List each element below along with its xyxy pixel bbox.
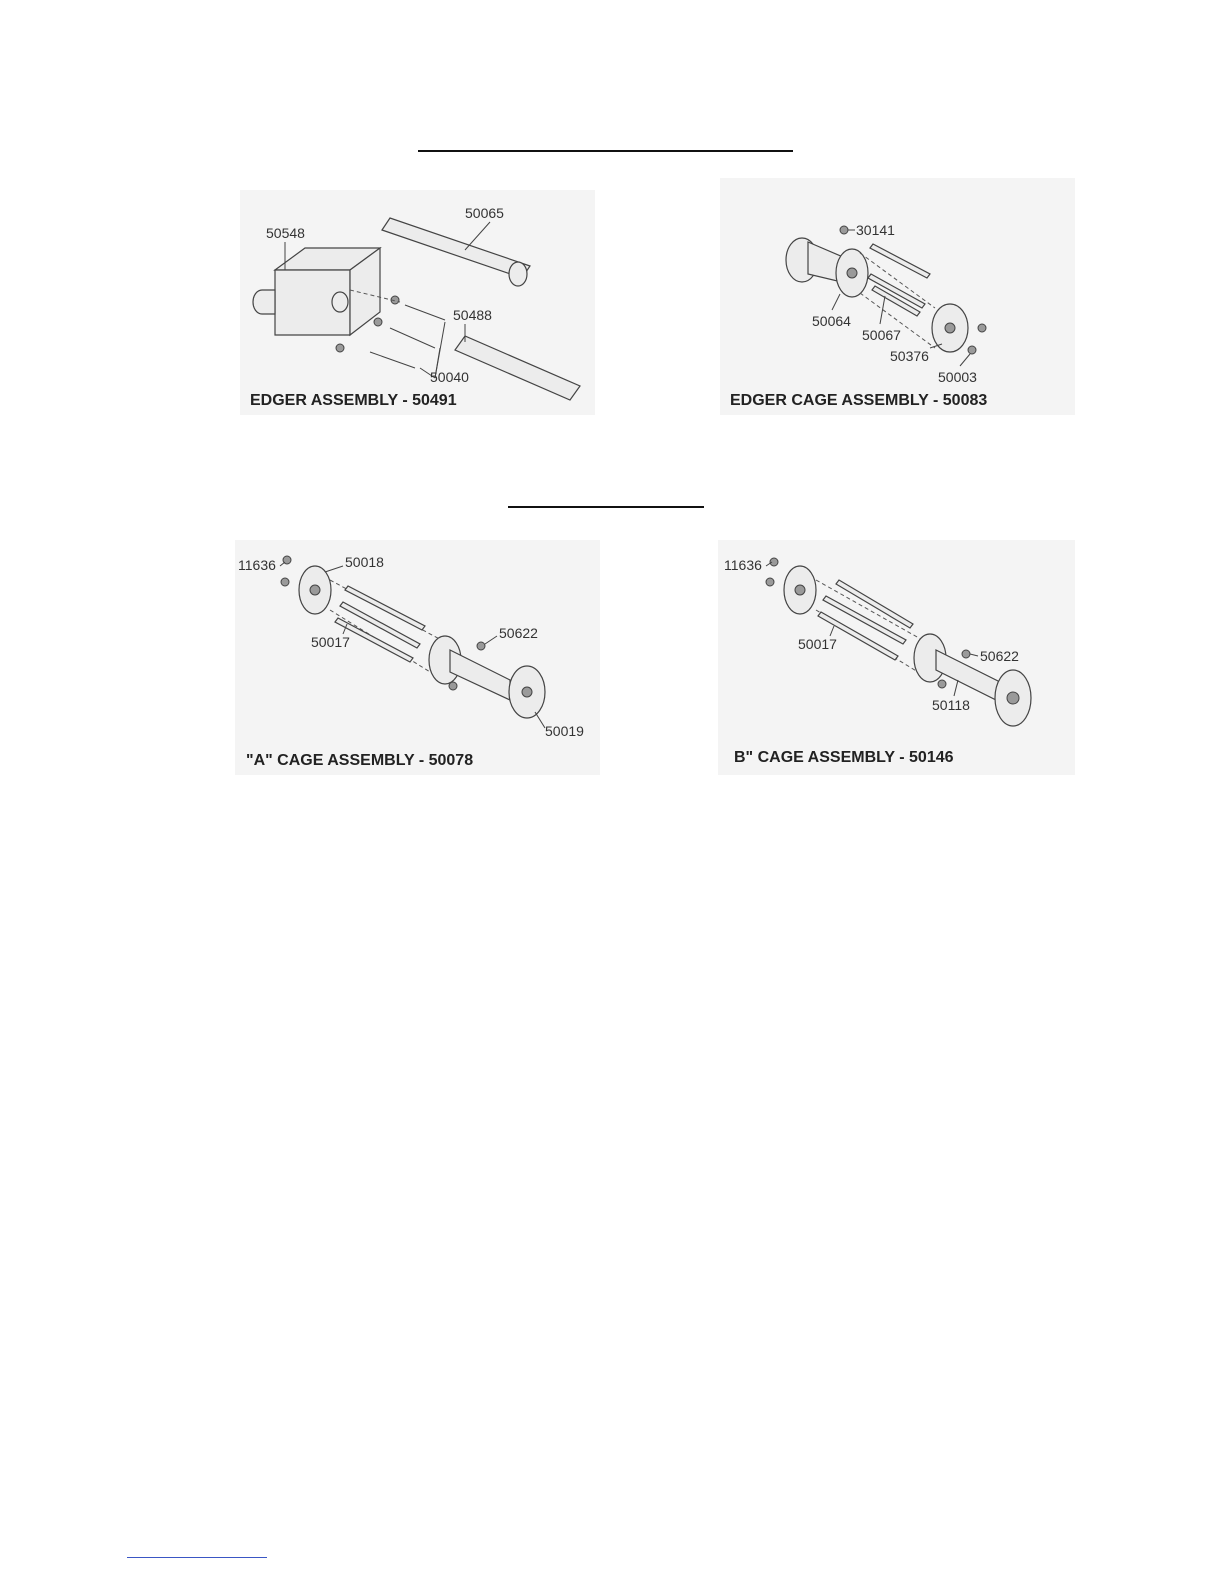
tube-50488	[455, 336, 580, 400]
label-50622: 50622	[980, 648, 1019, 664]
leader-50064	[832, 294, 840, 310]
screw-11636-b	[766, 578, 774, 586]
nut-3	[336, 344, 344, 352]
guide-b1	[816, 580, 926, 642]
plate-50376-hub	[945, 323, 955, 333]
nut-50622	[962, 650, 970, 658]
nut-30141	[840, 226, 848, 234]
shaft-50065-end	[509, 262, 527, 286]
label-50064: 50064	[812, 313, 851, 329]
edger-cage-assembly-caption: EDGER CAGE ASSEMBLY - 50083	[730, 392, 988, 409]
footer-rule	[127, 1557, 267, 1558]
plate-right-b-hub	[1007, 692, 1019, 704]
edger-assembly-figure	[240, 190, 595, 415]
leader-50118	[954, 680, 958, 696]
label-50065: 50065	[465, 205, 504, 221]
a-cage-assembly-drawing	[235, 540, 600, 775]
label-50003: 50003	[938, 369, 977, 385]
leader-50003	[960, 354, 970, 366]
leader-50622	[485, 636, 497, 644]
plate-left-b-hub	[795, 585, 805, 595]
bar-b1	[836, 580, 913, 628]
gearbox-side-hole	[332, 292, 348, 312]
screw-11636-b	[281, 578, 289, 586]
bolt-1	[405, 305, 445, 320]
bolt-2	[390, 328, 435, 348]
a-cage-assembly-figure	[235, 540, 600, 775]
edger-cage-assembly-figure	[720, 178, 1075, 415]
nut-b2	[938, 680, 946, 688]
b-cage-assembly-caption: B" CAGE ASSEMBLY - 50146	[734, 749, 954, 766]
screw-1	[978, 324, 986, 332]
nut-50622	[477, 642, 485, 650]
bar-a1	[345, 586, 425, 630]
b-cage-assembly-figure	[718, 540, 1075, 775]
label-11636: 11636	[238, 557, 276, 573]
label-50017: 50017	[311, 634, 350, 650]
label-50040: 50040	[430, 369, 469, 385]
leader-50018	[325, 566, 343, 572]
leader-50067	[880, 296, 885, 324]
label-50622: 50622	[499, 625, 538, 641]
plate-50019-hub	[522, 687, 532, 697]
label-50017: 50017	[798, 636, 837, 652]
label-11636: 11636	[724, 557, 762, 573]
label-50548: 50548	[266, 225, 305, 241]
section-rule-top	[418, 150, 793, 152]
hub-a	[450, 650, 510, 700]
label-30141: 30141	[856, 222, 895, 238]
bolt-3	[370, 352, 415, 368]
shaft-50065	[382, 218, 530, 278]
nut-a2	[449, 682, 457, 690]
label-50118: 50118	[932, 697, 970, 713]
edger-cage-assembly-drawing	[720, 178, 1075, 415]
gearbox-shaft-stub	[253, 290, 275, 314]
edger-assembly-drawing	[240, 190, 595, 415]
leader-11636	[280, 562, 285, 566]
label-50018: 50018	[345, 554, 384, 570]
leader-50017	[830, 626, 834, 636]
a-cage-assembly-caption: "A" CAGE ASSEMBLY - 50078	[246, 752, 474, 769]
edger-assembly-caption: EDGER ASSEMBLY - 50491	[250, 392, 457, 409]
plate-50018-hub	[310, 585, 320, 595]
plate-50064-hub	[847, 268, 857, 278]
leader-50019	[535, 712, 545, 728]
label-50488: 50488	[453, 307, 492, 323]
label-50019: 50019	[545, 723, 584, 739]
leader-50065	[465, 222, 490, 250]
leader-50622	[970, 654, 978, 656]
section-rule-middle	[508, 506, 704, 508]
label-50376: 50376	[890, 348, 929, 364]
bar-1	[870, 244, 930, 278]
screw-50003	[968, 346, 976, 354]
label-50067: 50067	[862, 327, 901, 343]
b-cage-assembly-drawing	[718, 540, 1075, 775]
nut-2	[374, 318, 382, 326]
